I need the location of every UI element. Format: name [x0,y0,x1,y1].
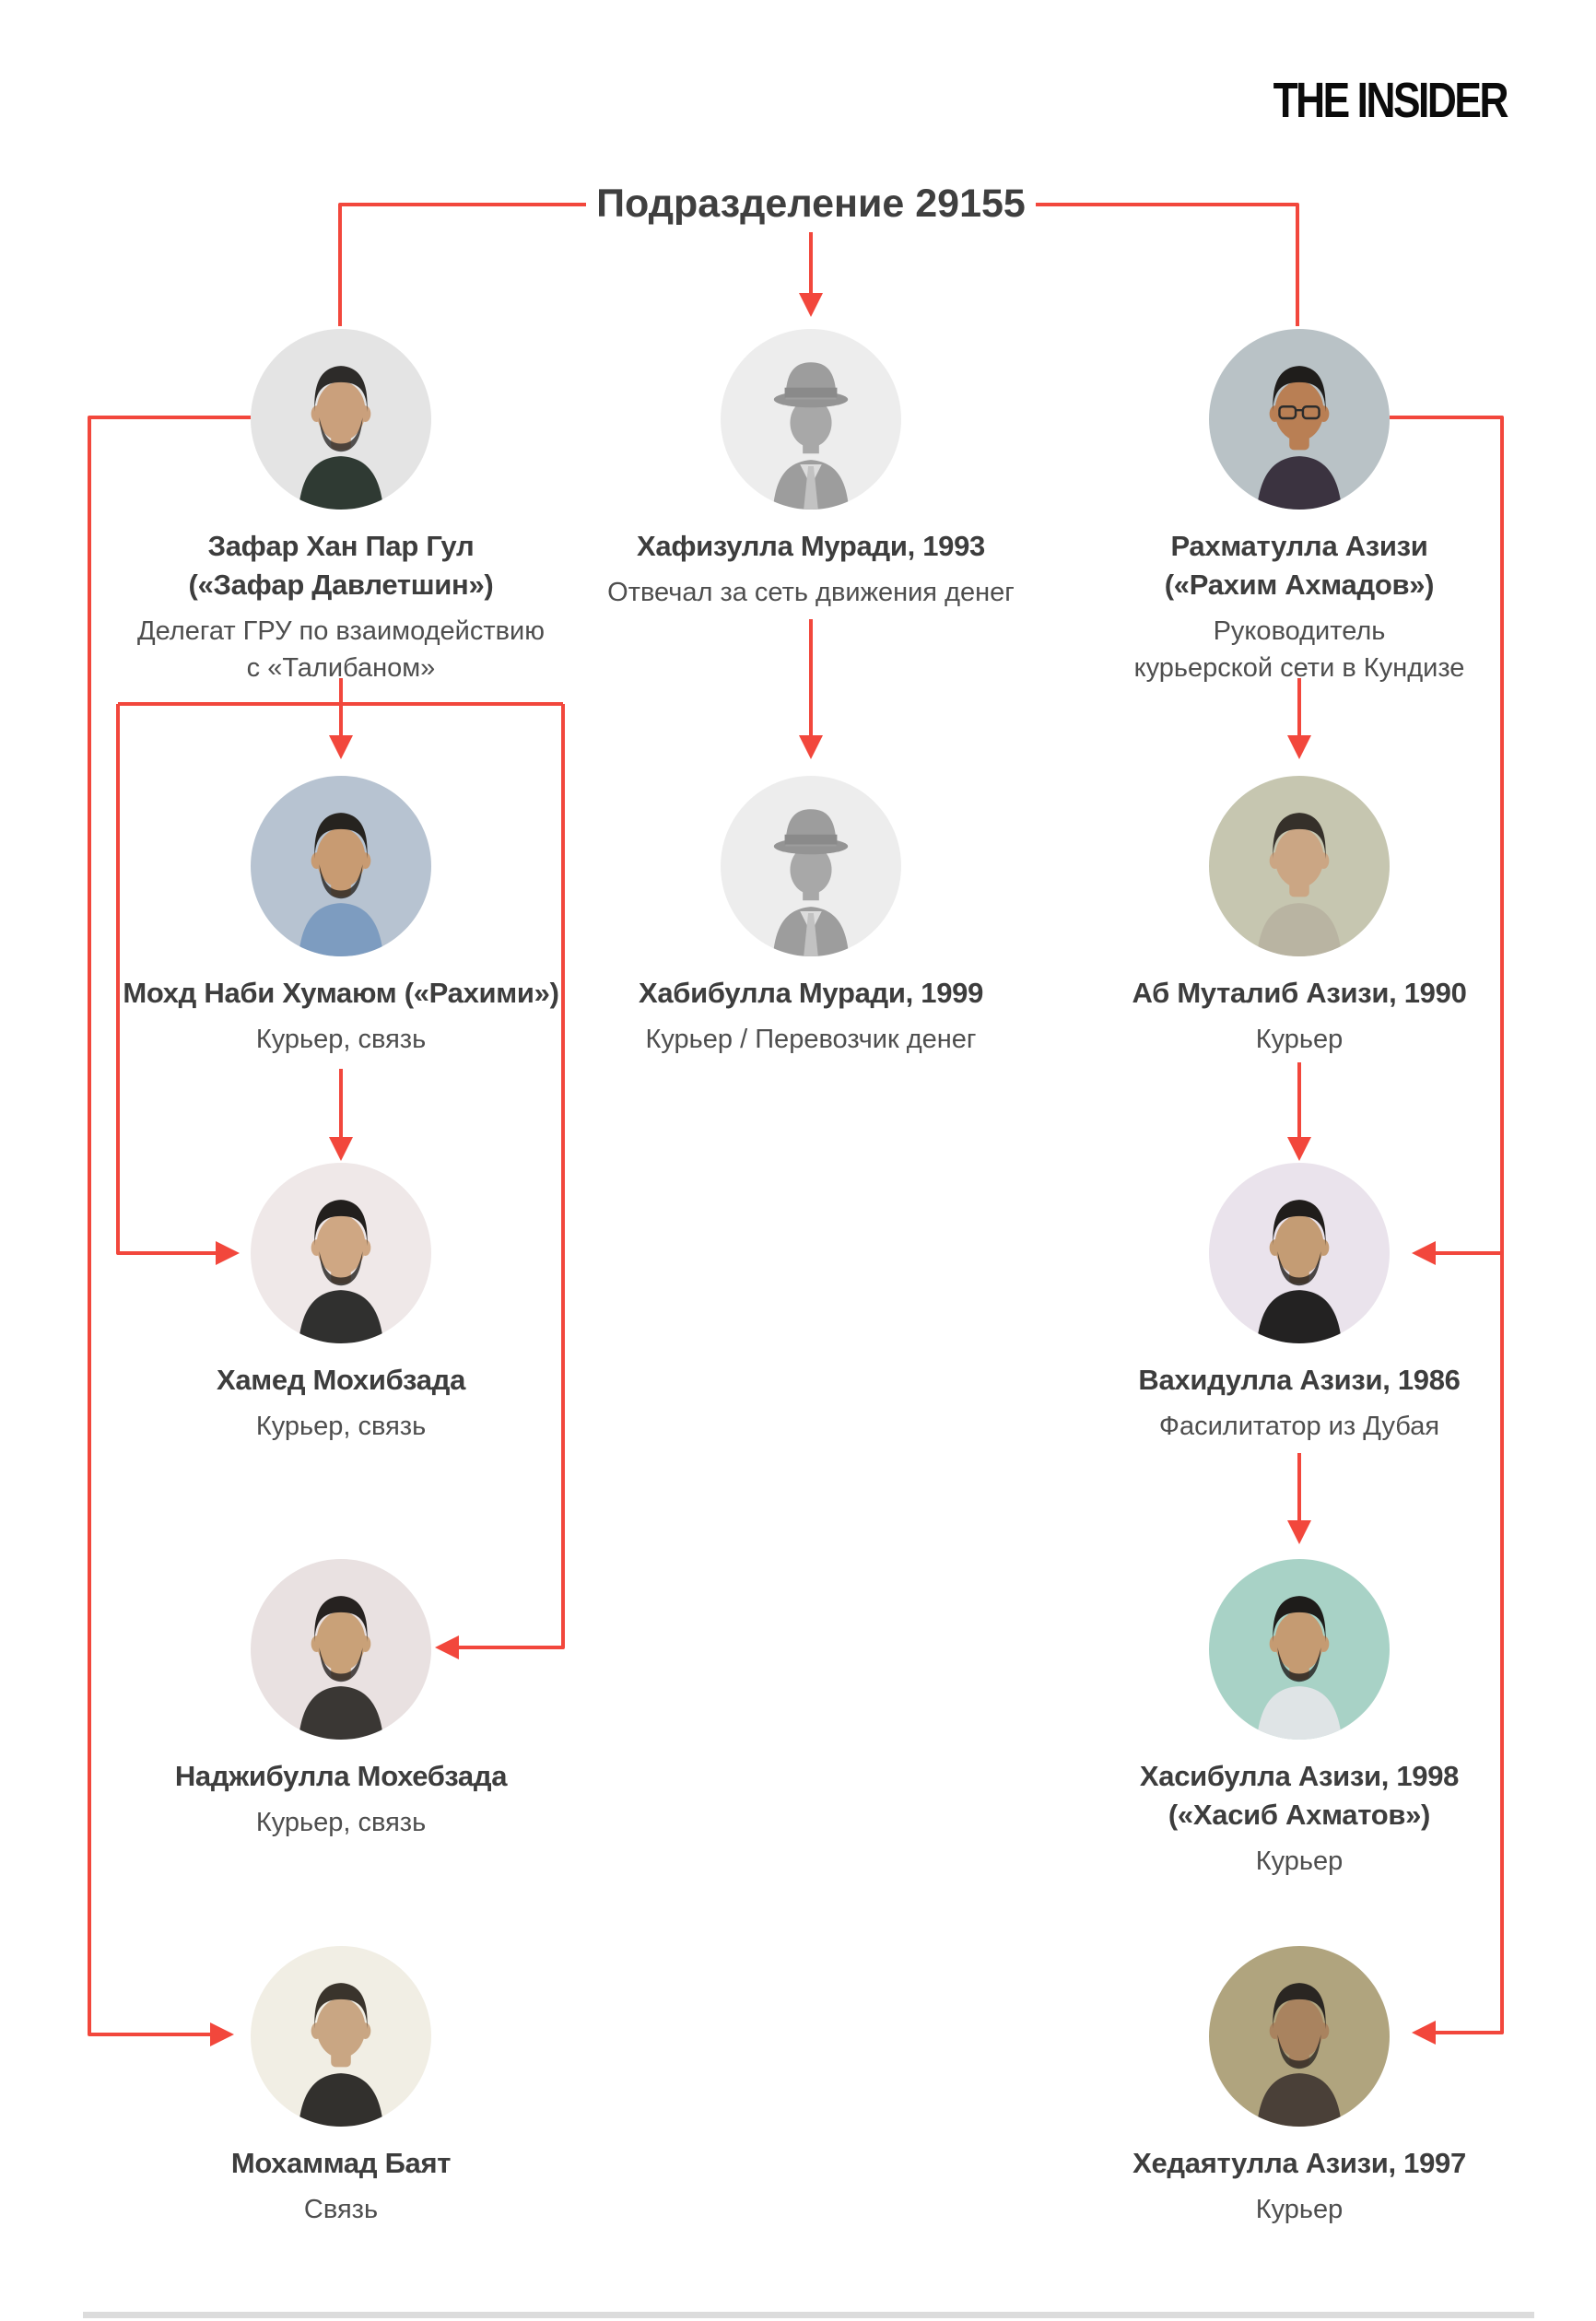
person-avatar-icon [1209,1946,1390,2127]
person-avatar-icon [251,776,431,956]
person-role: Отвечал за сеть движения денег [607,578,1015,607]
anonymous-avatar-icon [721,776,901,956]
person-node-mokhd_nabi [111,776,571,1058]
person-avatar-icon [251,1559,431,1740]
avatar [1209,1946,1390,2127]
person-avatar-icon [1209,329,1390,510]
person-name: Аб Муталиб Азизи, 1990 [1132,977,1467,1009]
avatar [1209,1163,1390,1343]
person-role: Курьер [1255,1025,1344,1054]
person-avatar-icon [1209,776,1390,956]
person-node-najibulla [111,1559,571,1841]
person-avatar-icon [1209,1163,1390,1343]
person-name: Мохд Наби Хумаюм («Рахими») [123,977,559,1009]
person-name: Хамед Мохибзада [216,1364,466,1396]
avatar [1209,329,1390,510]
person-node-hafizulla [581,329,1041,611]
person-name: Рахматулла Азизи («Рахим Ахмадов») [1164,530,1435,601]
person-name: Зафар Хан Пар Гул («Зафар Давлетшин») [188,530,494,601]
person-name: Мохаммад Баят [230,2147,452,2179]
the-insider-logo: THE INSIDER [1273,73,1507,128]
anonymous-avatar-icon [721,329,901,510]
avatar [251,776,431,956]
person-role: Фасилитатор из Дубая [1158,1412,1440,1441]
avatar [251,1946,431,2127]
avatar [1209,776,1390,956]
avatar [251,1559,431,1740]
person-node-rakhmatulla [1069,329,1530,686]
avatar [721,329,901,510]
person-node-mohammad_bayat [111,1946,571,2228]
person-node-vakhidulla [1069,1163,1530,1445]
person-node-ab_mutalib [1069,776,1530,1058]
avatar [721,776,901,956]
person-node-zafar [111,329,571,686]
person-role: Курьер / Перевозчик денег [645,1025,977,1054]
diagram-title: Подразделение 29155 [596,182,1026,226]
person-name: Наджибулла Мохебзада [174,1760,508,1792]
person-node-khasibulla [1069,1559,1530,1880]
person-avatar-icon [251,329,431,510]
person-avatar-icon [251,1163,431,1343]
person-role: Курьер [1255,2195,1344,2224]
person-role: Курьер, связь [255,1412,427,1441]
person-role: Руководитель курьерской сети в Кундизе [1133,616,1465,683]
avatar [1209,1559,1390,1740]
person-node-khedayatulla [1069,1946,1530,2228]
person-name: Хедаятулла Азизи, 1997 [1132,2147,1466,2179]
person-avatar-icon [251,1946,431,2127]
person-role: Курьер, связь [255,1025,427,1054]
person-role: Курьер, связь [255,1808,427,1837]
avatar [251,1163,431,1343]
person-role: Курьер [1255,1846,1344,1876]
person-name: Хафизулла Муради, 1993 [637,530,985,562]
avatar [251,329,431,510]
person-name: Вахидулла Азизи, 1986 [1138,1364,1461,1396]
bottom-edge-strip [83,2312,1534,2318]
person-role: Связь [303,2195,379,2224]
person-node-habibulla [581,776,1041,1058]
person-node-hamed [111,1163,571,1445]
person-name: Хабибулла Муради, 1999 [638,977,984,1009]
person-avatar-icon [1209,1559,1390,1740]
person-role: Делегат ГРУ по взаимодействию с «Талибаном» [137,616,545,683]
person-name: Хасибулла Азизи, 1998 («Хасиб Ахматов») [1139,1760,1460,1831]
